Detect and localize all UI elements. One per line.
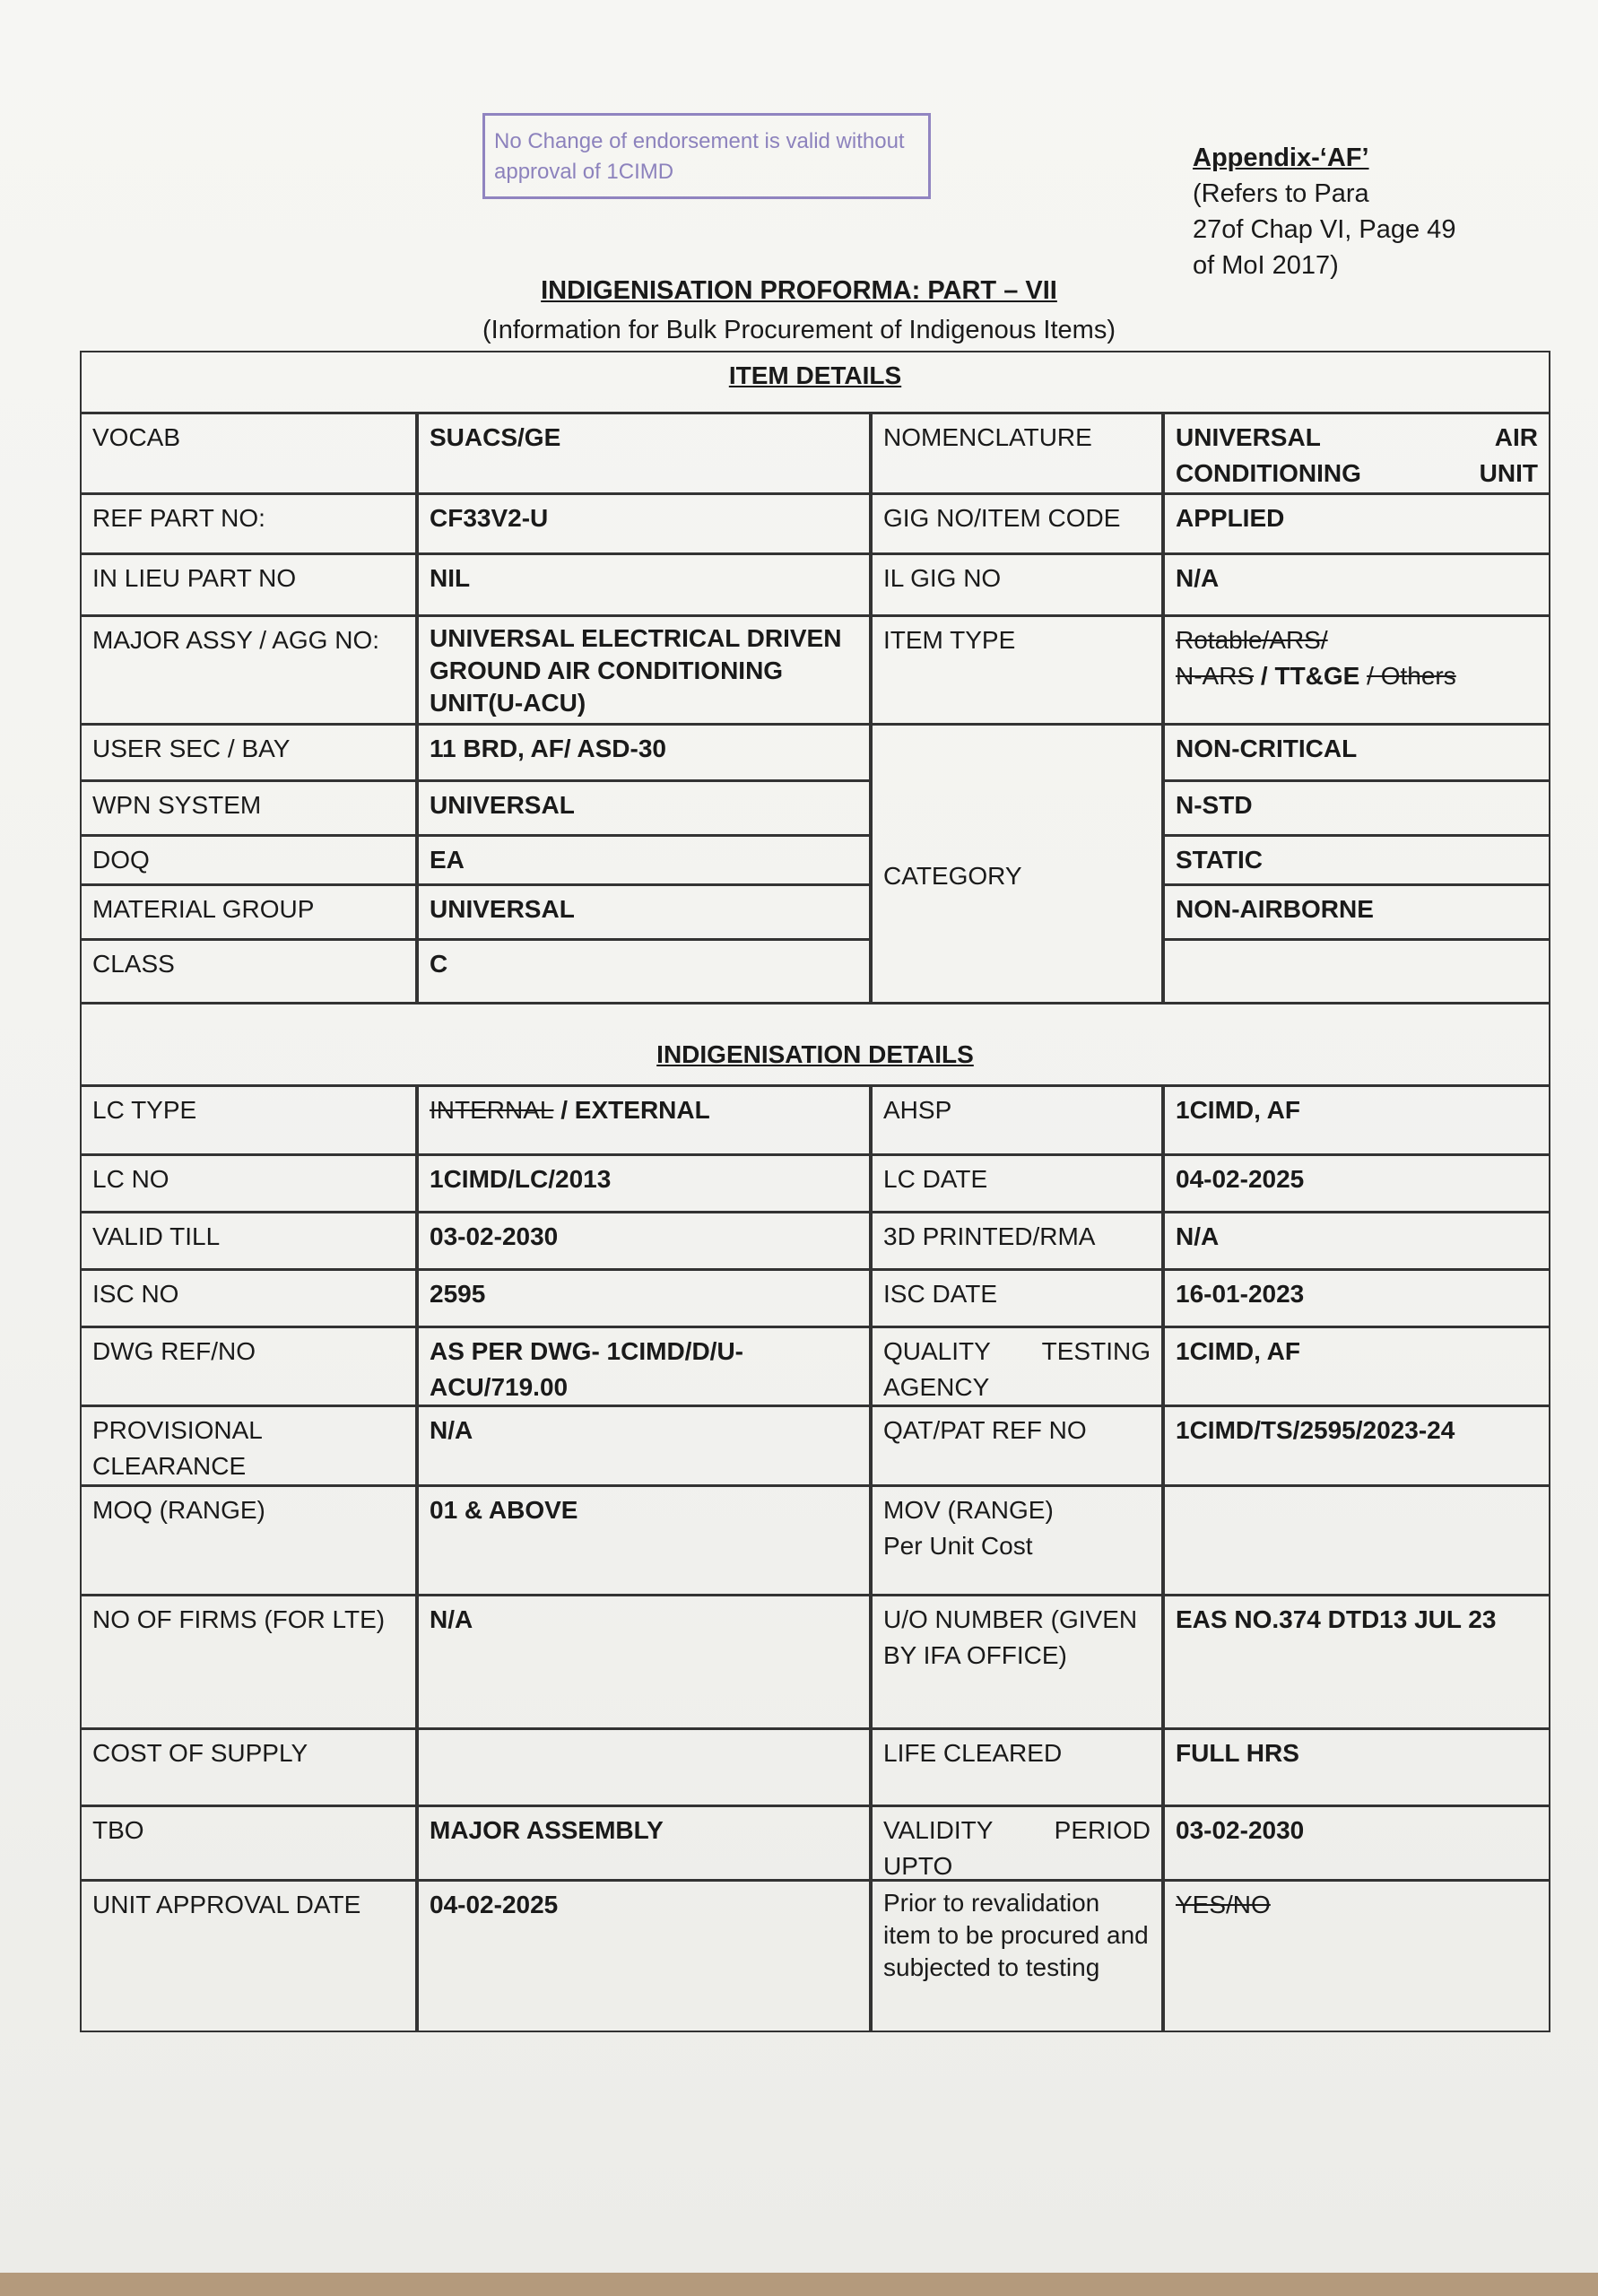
label-mov: MOV (RANGE) Per Unit Cost <box>871 1485 1163 1596</box>
value-class: C <box>417 939 871 1004</box>
value-lc-date: 04-02-2025 <box>1163 1154 1550 1213</box>
value-revalidation: YES/NO <box>1163 1880 1550 2032</box>
label-il-gig: IL GIG NO <box>871 553 1163 616</box>
label-material-group: MATERIAL GROUP <box>80 884 417 940</box>
value-il-gig: N/A <box>1163 553 1550 616</box>
label-vocab: VOCAB <box>80 413 417 494</box>
label-life-cleared: LIFE CLEARED <box>871 1728 1163 1806</box>
value-moq: 01 & ABOVE <box>417 1485 871 1596</box>
category-value: N-STD <box>1163 780 1550 836</box>
label-3d-printed: 3D PRINTED/RMA <box>871 1212 1163 1270</box>
value-user-sec: 11 BRD, AF/ ASD-30 <box>417 724 871 781</box>
label-isc-date: ISC DATE <box>871 1269 1163 1327</box>
value-quality-testing-agency: 1CIMD, AF <box>1163 1326 1550 1406</box>
label-valid-till: VALID TILL <box>80 1212 417 1270</box>
value-gig-no: APPLIED <box>1163 493 1550 554</box>
label-qat-pat-ref: QAT/PAT REF NO <box>871 1405 1163 1486</box>
endorsement-stamp: No Change of endorsement is valid without approval of 1CIMD <box>482 113 931 199</box>
value-item-type: Rotable/ARS/ N-ARS / TT&GE / Others <box>1163 615 1550 725</box>
proforma-subtitle: (Information for Bulk Procurement of Indigenous Items) <box>482 316 1116 344</box>
label-doq: DOQ <box>80 835 417 885</box>
appendix-title: Appendix-‘AF’ <box>1193 144 1369 172</box>
label-no-of-firms: NO OF FIRMS (FOR LTE) <box>80 1595 417 1729</box>
appendix-line: 27of Chap VI, Page 49 <box>1193 215 1456 244</box>
value-3d-printed: N/A <box>1163 1212 1550 1270</box>
label-category: CATEGORY <box>871 724 1163 1004</box>
value-vocab: SUACS/GE <box>417 413 871 494</box>
category-value-empty <box>1163 939 1550 1004</box>
value-lc-no: 1CIMD/LC/2013 <box>417 1154 871 1213</box>
value-valid-till: 03-02-2030 <box>417 1212 871 1270</box>
value-ref-part: CF33V2-U <box>417 493 871 554</box>
value-mov <box>1163 1485 1550 1596</box>
label-cost-of-supply: COST OF SUPPLY <box>80 1728 417 1806</box>
label-nomenclature: NOMENCLATURE <box>871 413 1163 494</box>
label-item-type: ITEM TYPE <box>871 615 1163 725</box>
desk-edge <box>0 2273 1598 2296</box>
appendix-line: (Refers to Para <box>1193 179 1369 208</box>
label-in-lieu-part: IN LIEU PART NO <box>80 553 417 616</box>
value-dwg-ref: AS PER DWG- 1CIMD/D/U-ACU/719.00 <box>417 1326 871 1406</box>
label-ref-part: REF PART NO: <box>80 493 417 554</box>
label-tbo: TBO <box>80 1805 417 1881</box>
value-unit-approval-date: 04-02-2025 <box>417 1880 871 2032</box>
value-provisional-clearance: N/A <box>417 1405 871 1486</box>
value-uo-number: EAS NO.374 DTD13 JUL 23 <box>1163 1595 1550 1729</box>
value-tbo: MAJOR ASSEMBLY <box>417 1805 871 1881</box>
value-ahsp: 1CIMD, AF <box>1163 1085 1550 1155</box>
label-isc-no: ISC NO <box>80 1269 417 1327</box>
label-major-assy: MAJOR ASSY / AGG NO: <box>80 615 417 725</box>
label-user-sec: USER SEC / BAY <box>80 724 417 781</box>
value-nomenclature: UNIVERSAL AIR CONDITIONING UNIT <box>1163 413 1550 494</box>
label-quality-testing-agency: QUALITY TESTING AGENCY <box>871 1326 1163 1406</box>
value-life-cleared: FULL HRS <box>1163 1728 1550 1806</box>
value-cost-of-supply <box>417 1728 871 1806</box>
category-value: NON-CRITICAL <box>1163 724 1550 781</box>
label-gig-no: GIG NO/ITEM CODE <box>871 493 1163 554</box>
value-wpn-system: UNIVERSAL <box>417 780 871 836</box>
label-dwg-ref: DWG REF/NO <box>80 1326 417 1406</box>
category-value: STATIC <box>1163 835 1550 885</box>
value-major-assy: UNIVERSAL ELECTRICAL DRIVEN GROUND AIR CONDITIONING UNIT(U-ACU) <box>417 615 871 725</box>
value-isc-no: 2595 <box>417 1269 871 1327</box>
label-lc-type: LC TYPE <box>80 1085 417 1155</box>
value-doq: EA <box>417 835 871 885</box>
label-provisional-clearance: PROVISIONAL CLEARANCE <box>80 1405 417 1486</box>
revalidation-note: Prior to revalidation item to be procured and subjected to testing <box>871 1880 1163 2032</box>
label-unit-approval-date: UNIT APPROVAL DATE <box>80 1880 417 2032</box>
value-lc-type: INTERNAL / EXTERNAL <box>417 1085 871 1155</box>
category-value: NON-AIRBORNE <box>1163 884 1550 940</box>
value-no-of-firms: N/A <box>417 1595 871 1729</box>
label-moq: MOQ (RANGE) <box>80 1485 417 1596</box>
appendix-reference <box>1193 140 1455 283</box>
value-qat-pat-ref: 1CIMD/TS/2595/2023-24 <box>1163 1405 1550 1486</box>
value-isc-date: 16-01-2023 <box>1163 1269 1550 1327</box>
value-validity-period: 03-02-2030 <box>1163 1805 1550 1881</box>
label-wpn-system: WPN SYSTEM <box>80 780 417 836</box>
label-uo-number: U/O NUMBER (GIVEN BY IFA OFFICE) <box>871 1595 1163 1729</box>
label-lc-no: LC NO <box>80 1154 417 1213</box>
value-material-group: UNIVERSAL <box>417 884 871 940</box>
label-lc-date: LC DATE <box>871 1154 1163 1213</box>
label-validity-period: VALIDITY PERIOD UPTO <box>871 1805 1163 1881</box>
proforma-title: INDIGENISATION PROFORMA: PART – VII <box>541 276 1057 305</box>
label-ahsp: AHSP <box>871 1085 1163 1155</box>
section-heading-item-details: ITEM DETAILS <box>80 351 1550 413</box>
appendix-line: of MoI 2017) <box>1193 251 1339 280</box>
value-in-lieu-part: NIL <box>417 553 871 616</box>
section-heading-indigenisation: INDIGENISATION DETAILS <box>80 1003 1550 1086</box>
label-class: CLASS <box>80 939 417 1004</box>
